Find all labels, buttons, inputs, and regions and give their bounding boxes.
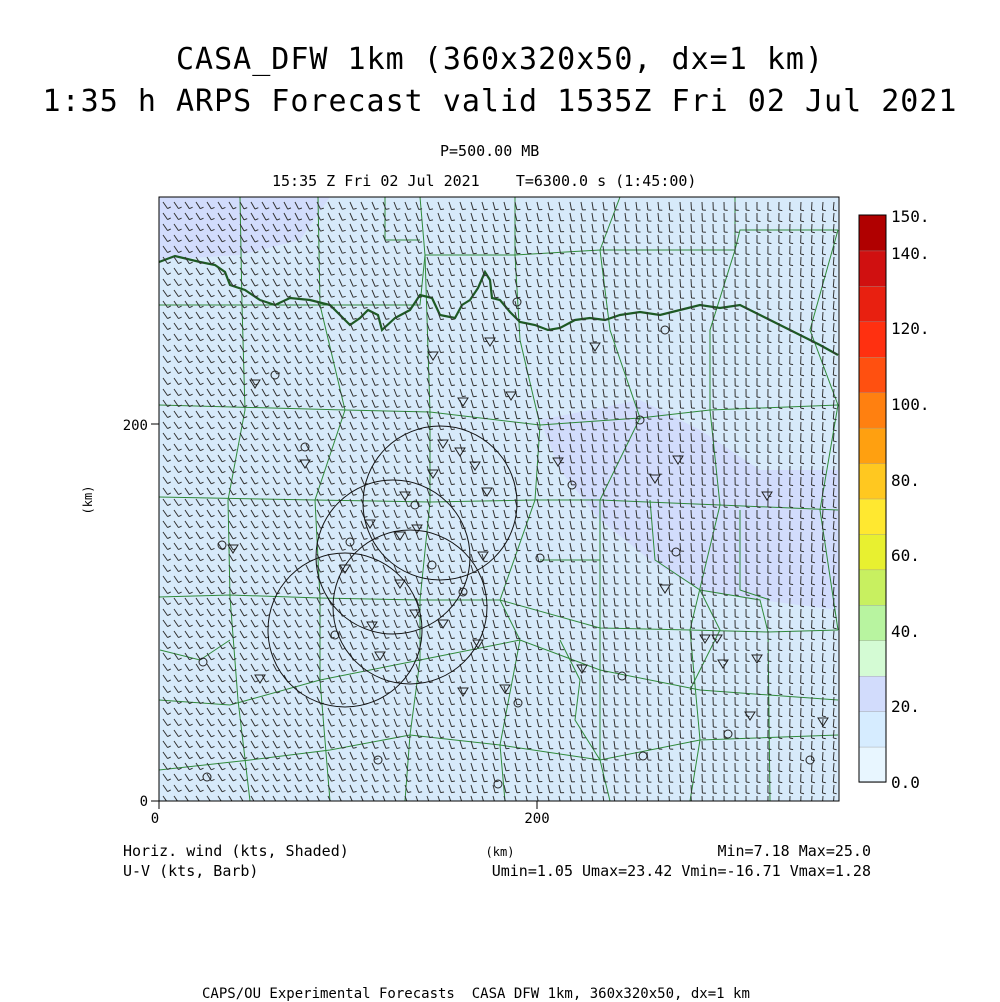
y-tick-200: 200 — [122, 418, 148, 434]
colorbar-segment — [859, 321, 886, 357]
min-max-readout: Min=7.18 Max=25.0 — [717, 842, 871, 860]
colorbar-label-40: 40. — [891, 622, 920, 641]
x-axis-label: (km) — [485, 845, 515, 859]
y-tick-0: 0 — [139, 794, 148, 810]
pressure-level: P=500.00 MB — [440, 142, 540, 160]
x-tick-0: 0 — [150, 811, 160, 827]
colorbar-segment — [859, 747, 886, 783]
colorbar-segment — [859, 676, 886, 712]
colorbar-label-150: 150. — [891, 207, 930, 226]
footer-credit: CAPS/OU Experimental Forecasts CASA DFW 1km, 360x320x50, dx=1 km — [202, 986, 750, 1002]
colorbar-segment — [859, 215, 886, 251]
colorbar-label-120: 120. — [891, 319, 930, 338]
x-tick-200: 200 — [524, 811, 550, 827]
colorbar-label-140: 140. — [891, 244, 930, 263]
colorbar-segment — [859, 463, 886, 499]
colorbar-segment — [859, 711, 886, 747]
y-axis-label: (km) — [81, 485, 95, 515]
colorbar-segment — [859, 640, 886, 676]
colorbar — [859, 215, 886, 783]
valid-time-line: 15:35 Z Fri 02 Jul 2021 T=6300.0 s (1:45:00) — [272, 172, 697, 190]
colorbar-segment — [859, 499, 886, 535]
colorbar-label-100: 100. — [891, 395, 930, 414]
colorbar-segment — [859, 569, 886, 605]
colorbar-label-80: 80. — [891, 471, 920, 490]
colorbar-segment — [859, 357, 886, 393]
chart-title-line1: CASA_DFW 1km (360x320x50, dx=1 km) — [175, 42, 825, 77]
colorbar-label-20: 20. — [891, 697, 920, 716]
colorbar-label-0: 0.0 — [891, 773, 920, 792]
colorbar-label-60: 60. — [891, 546, 920, 565]
barb-field-label: U-V (kts, Barb) — [123, 862, 259, 880]
colorbar-segment — [859, 428, 886, 464]
shaded-field-label: Horiz. wind (kts, Shaded) — [123, 842, 349, 860]
colorbar-segment — [859, 250, 886, 286]
colorbar-segment — [859, 534, 886, 570]
uv-stats-readout: Umin=1.05 Umax=23.42 Vmin=-16.71 Vmax=1.28 — [491, 862, 871, 880]
chart-title-line2: 1:35 h ARPS Forecast valid 1535Z Fri 02 Jul 2021 — [42, 84, 958, 119]
colorbar-segment — [859, 605, 886, 641]
colorbar-segment — [859, 392, 886, 428]
colorbar-segment — [859, 286, 886, 322]
